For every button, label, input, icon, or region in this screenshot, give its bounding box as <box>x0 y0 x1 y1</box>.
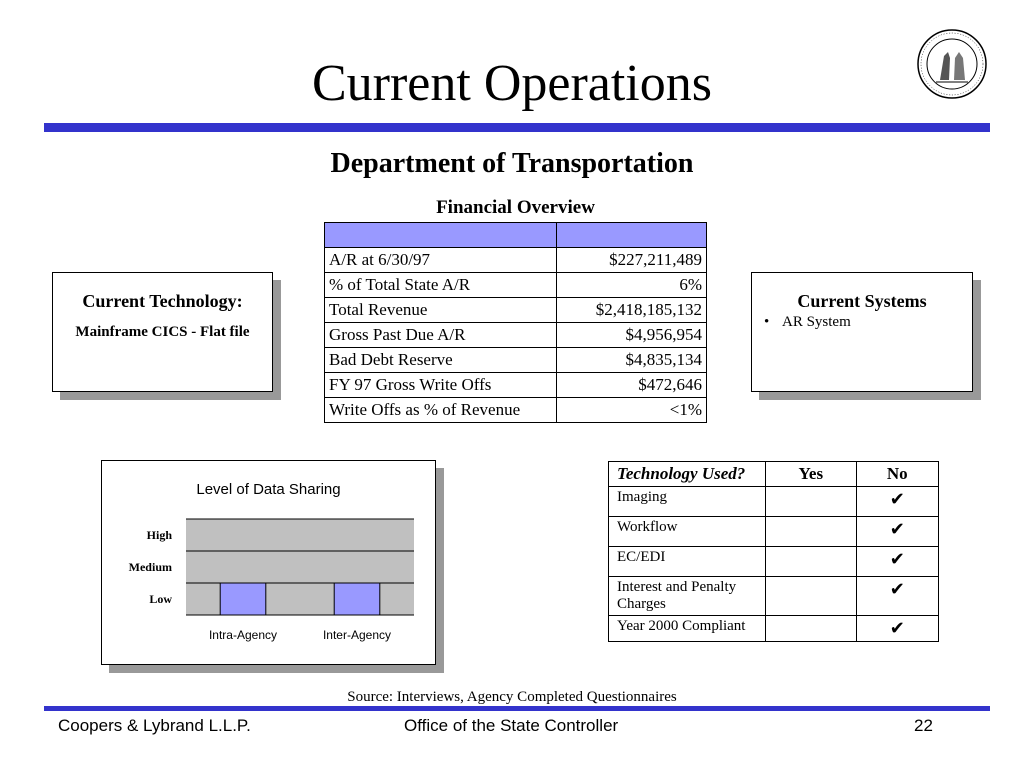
yes-cell <box>766 487 857 517</box>
yes-cell <box>766 517 857 547</box>
current-systems-list <box>752 314 972 331</box>
no-check-icon: ✔ <box>856 487 938 517</box>
table-header-row <box>609 462 939 487</box>
department-subtitle: Department of Transportation <box>330 148 694 179</box>
footer-company: Coopers & Lybrand L.L.P. <box>58 716 251 735</box>
current-technology-value: Mainframe CICS - Flat file <box>75 324 250 340</box>
table-row <box>325 273 707 298</box>
table-row <box>325 348 707 373</box>
footer-rule <box>44 706 990 711</box>
no-check-icon: ✔ <box>856 616 938 642</box>
table-row <box>325 323 707 348</box>
x-tick-label: Intra-Agency <box>208 628 278 642</box>
chart-bar <box>220 583 266 615</box>
row-label: Workflow <box>609 517 766 547</box>
chart-title: Level of Data Sharing <box>196 481 341 498</box>
row-label: % of Total State A/R <box>325 273 557 298</box>
row-value: $4,956,954 <box>557 323 707 348</box>
yes-cell <box>766 616 857 642</box>
footer-office: Office of the State Controller <box>404 716 619 735</box>
table-header-cell <box>557 223 707 248</box>
header-yes: Yes <box>766 462 857 487</box>
chart-bar <box>334 583 380 615</box>
slide-title: Current Operations <box>311 55 712 112</box>
table-row <box>609 547 939 577</box>
y-level-label: High <box>146 528 172 542</box>
title-rule <box>44 123 990 132</box>
technology-used-table <box>608 461 939 642</box>
yes-cell <box>766 547 857 577</box>
row-value: 6% <box>557 273 707 298</box>
no-check-icon: ✔ <box>856 547 938 577</box>
table-row <box>609 577 939 616</box>
data-sharing-chart-box <box>101 460 436 665</box>
source-note: Source: Interviews, Agency Completed Questionnaires <box>347 689 677 705</box>
state-seal-icon <box>916 28 988 100</box>
no-check-icon: ✔ <box>856 577 938 616</box>
row-label: Total Revenue <box>325 298 557 323</box>
table-row <box>609 616 939 642</box>
x-tick-label: Inter-Agency <box>322 628 392 642</box>
table-row <box>325 248 707 273</box>
table-header-cell <box>325 223 557 248</box>
list-item: • AR System <box>764 314 972 331</box>
current-systems-heading: Current Systems <box>797 291 927 311</box>
header-no: No <box>856 462 938 487</box>
current-technology-heading: Current Technology: <box>82 291 243 311</box>
table-row <box>609 487 939 517</box>
no-check-icon: ✔ <box>856 517 938 547</box>
y-level-label: Medium <box>128 560 172 574</box>
row-value: <1% <box>557 398 707 423</box>
row-value: $4,835,134 <box>557 348 707 373</box>
header-technology-used: Technology Used? <box>609 462 766 487</box>
row-label: Write Offs as % of Revenue <box>325 398 557 423</box>
table-header-row <box>325 223 707 248</box>
row-label: Gross Past Due A/R <box>325 323 557 348</box>
row-label: A/R at 6/30/97 <box>325 248 557 273</box>
row-label: Imaging <box>609 487 766 517</box>
data-sharing-chart <box>102 461 435 664</box>
y-level-label: Low <box>149 592 172 606</box>
row-label: EC/EDI <box>609 547 766 577</box>
row-label: Interest and Penalty Charges <box>609 577 766 616</box>
current-systems-box <box>751 272 973 392</box>
financial-overview-title: Financial Overview <box>436 197 595 218</box>
row-label: Year 2000 Compliant <box>609 616 766 642</box>
row-value: $2,418,185,132 <box>557 298 707 323</box>
row-label: Bad Debt Reserve <box>325 348 557 373</box>
current-technology-box <box>52 272 273 392</box>
row-label: FY 97 Gross Write Offs <box>325 373 557 398</box>
row-value: $227,211,489 <box>557 248 707 273</box>
table-row <box>325 373 707 398</box>
row-value: $472,646 <box>557 373 707 398</box>
yes-cell <box>766 577 857 616</box>
table-row <box>609 517 939 547</box>
page-number: 22 <box>914 716 933 735</box>
table-row <box>325 398 707 423</box>
financial-overview-table <box>324 222 707 423</box>
table-row <box>325 298 707 323</box>
